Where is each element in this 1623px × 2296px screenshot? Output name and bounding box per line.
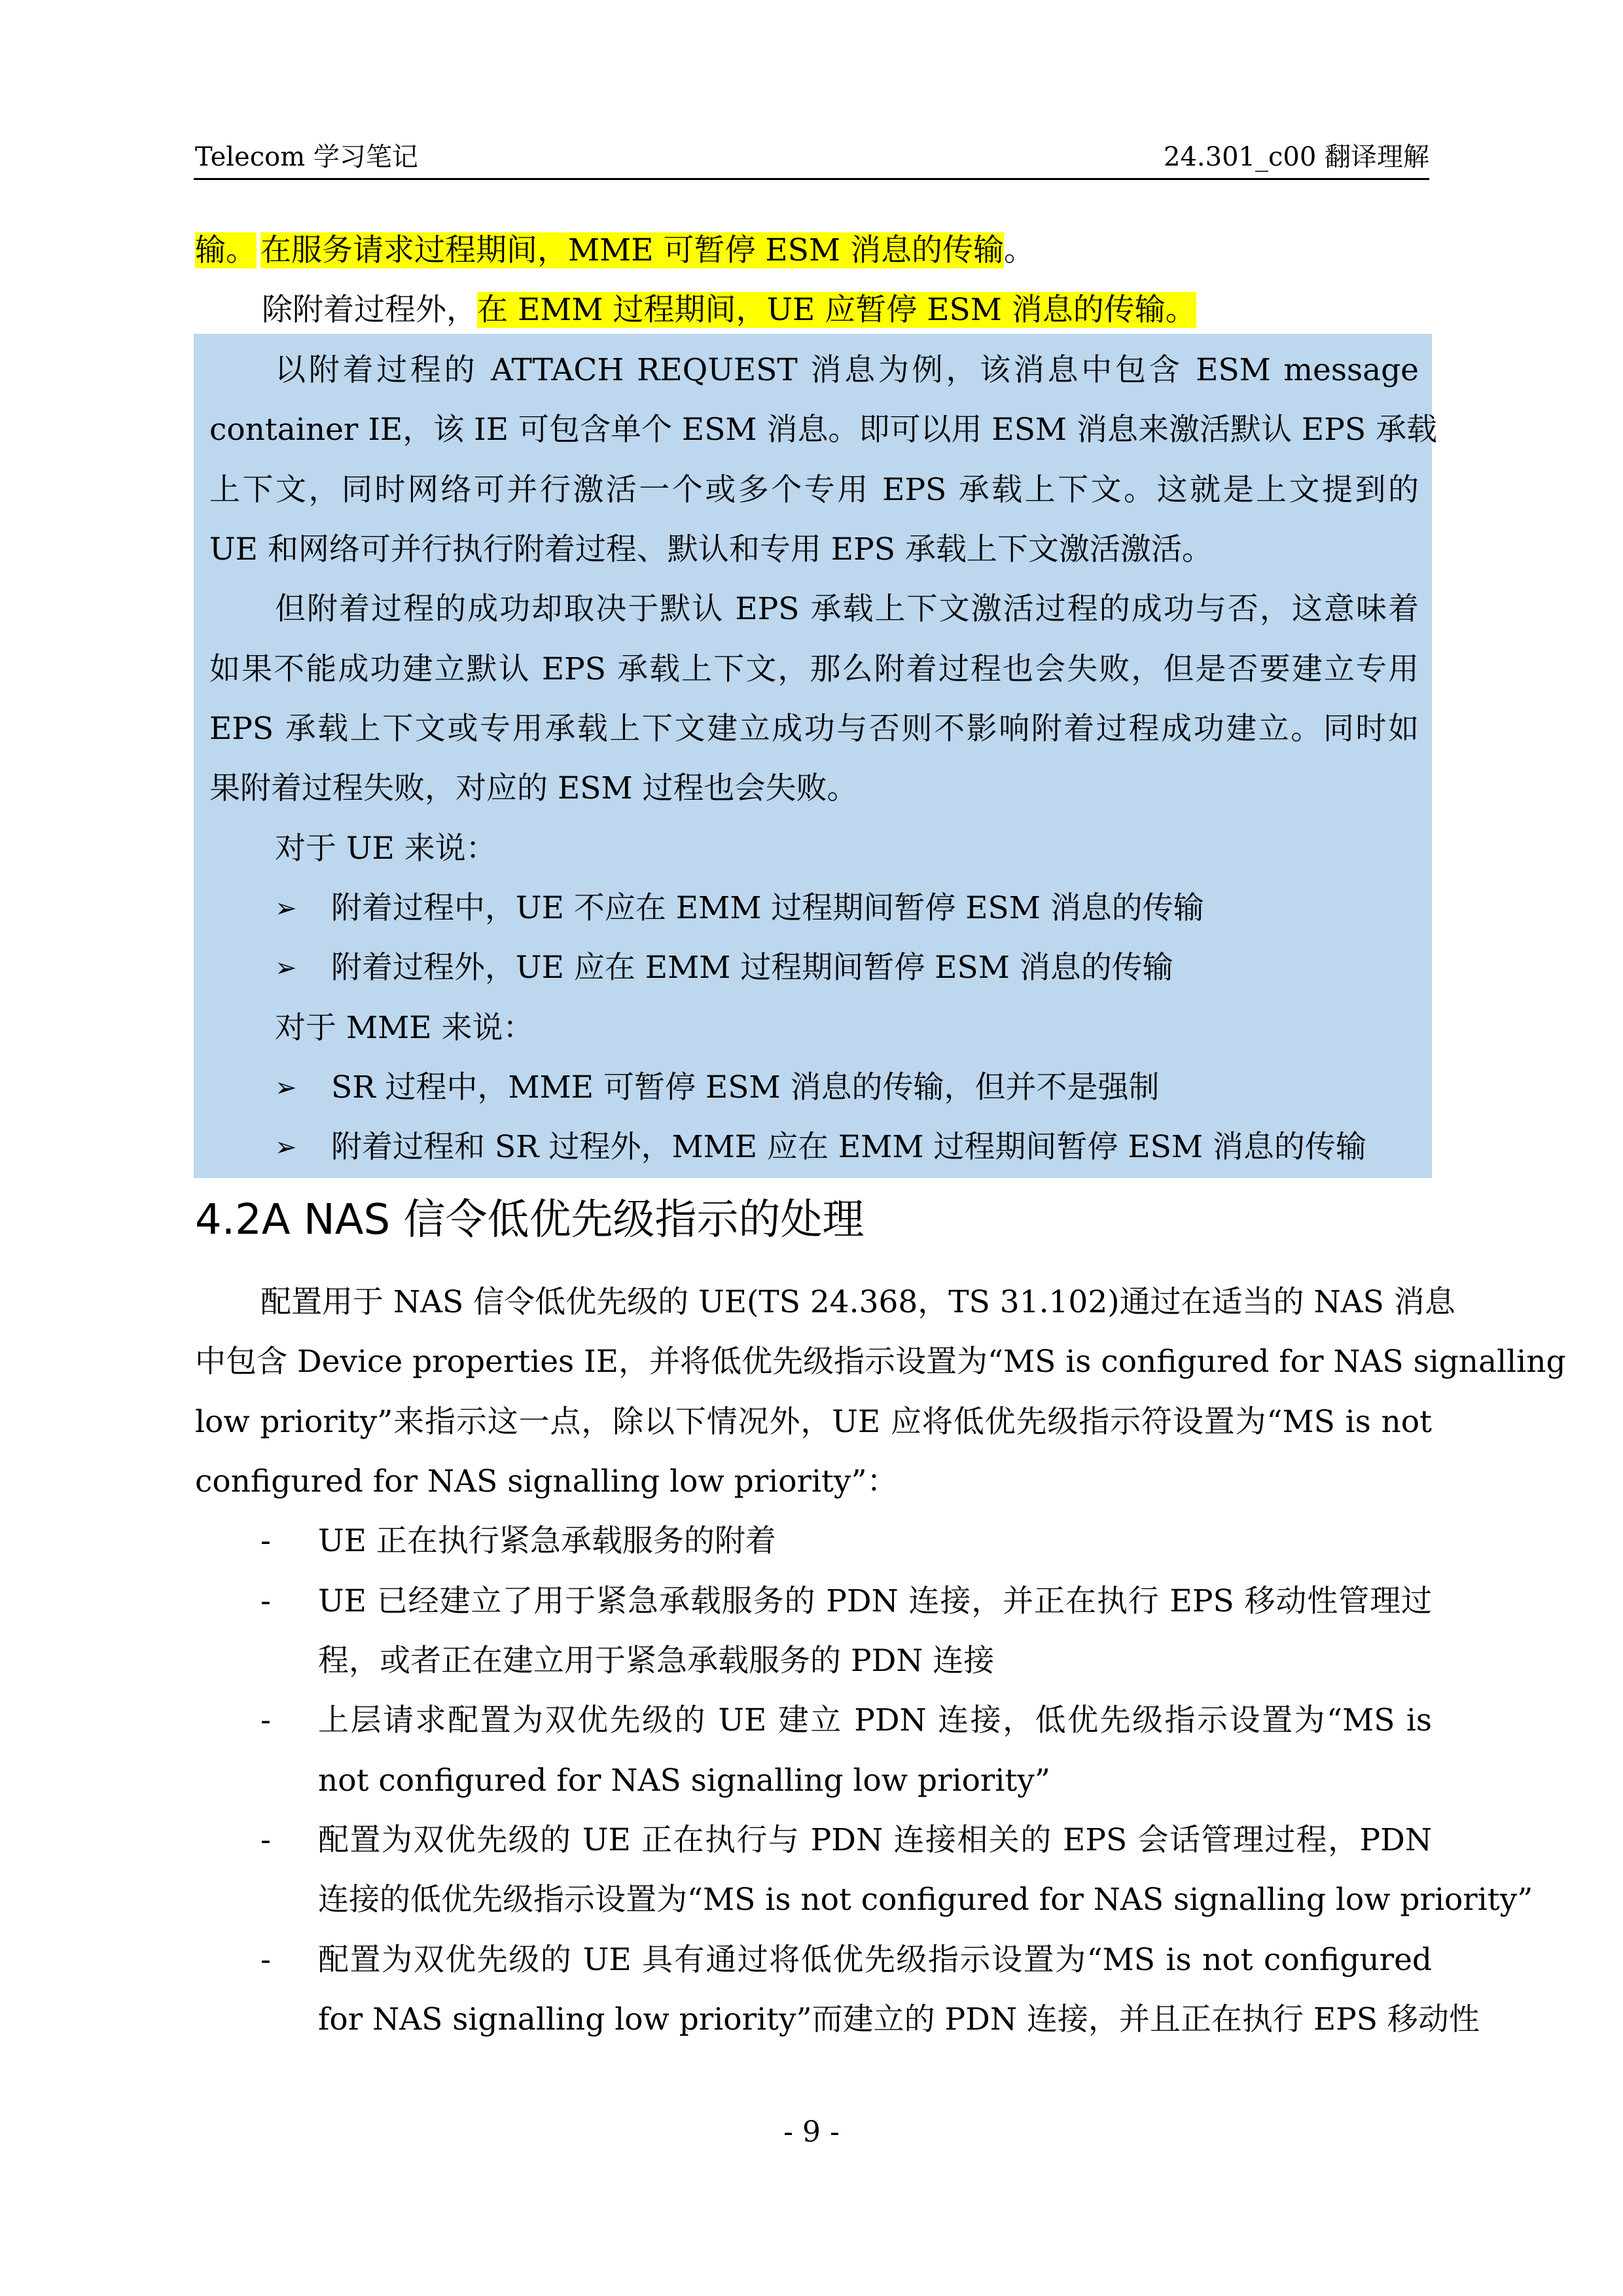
ue-title: 对于 UE 来说： [275,831,497,867]
list-item-cont: 程，或者正在建立用于紧急承载服务的 PDN 连接 [318,1643,995,1679]
para-line: 中包含 Device properties IE，并将低优先级指示设置为“MS is configured for NAS signalling [195,1344,1566,1380]
text: 除附着过程外， [262,292,477,328]
page-number: - 9 - [783,2115,840,2149]
list-item-cont: not configured for NAS signalling low priority” [318,1763,1050,1799]
bullet-arrow-icon: ➢ [275,1073,297,1103]
list-item: 上层请求配置为双优先级的 UE 建立 PDN 连接，低优先级指示设置为“MS is [318,1702,1432,1738]
highlight: 在 EMM 过程期间，UE 应暂停 ESM 消息的传输。 [477,292,1196,328]
mme-bullet: SR 过程中，MME 可暂停 ESM 消息的传输，但并不是强制 [331,1069,1160,1105]
note-line: container IE，该 IE 可包含单个 ESM 消息。即可以用 ESM 消息来激活默认 EPS 承载 [209,412,1437,448]
list-item: 配置为双优先级的 UE 具有通过将低优先级指示设置为“MS is not configured [318,1942,1432,1978]
top-line-1 [195,229,1035,272]
dash-marker: - [260,1702,271,1738]
dash-marker: - [260,1942,271,1978]
mme-title: 对于 MME 来说： [275,1010,534,1046]
bullet-arrow-icon: ➢ [275,953,297,983]
dash-marker: - [260,1822,271,1858]
bullet-arrow-icon: ➢ [275,1132,297,1162]
section-heading: 4.2A NAS 信令低优先级指示的处理 [195,1196,865,1244]
ue-bullet: 附着过程中，UE 不应在 EMM 过程期间暂停 ESM 消息的传输 [331,890,1204,926]
note-line: 以附着过程的 ATTACH REQUEST 消息为例，该消息中包含 ESM message [275,352,1419,388]
para-line: 配置用于 NAS 信令低优先级的 UE(TS 24.368，TS 31.102)通过在适当的 NAS 消息 [260,1284,1455,1320]
note-line: 如果不能成功建立默认 EPS 承载上下文，那么附着过程也会失败，但是否要建立专用 [209,651,1419,687]
dash-marker: - [260,1523,271,1559]
para-line: configured for NAS signalling low priority”： [195,1463,898,1499]
header-doc-id: 24.301_c00 翻译理解 [1164,142,1429,172]
list-item-cont: for NAS signalling low priority”而建立的 PDN 连接，并且正在执行 EPS 移动性 [318,2001,1480,2037]
top-line-2 [262,289,1196,332]
para-line: low priority”来指示这一点，除以下情况外，UE 应将低优先级指示符设置为“MS is not [195,1404,1432,1440]
ue-bullet: 附着过程外，UE 应在 EMM 过程期间暂停 ESM 消息的传输 [331,950,1173,986]
list-item: 配置为双优先级的 UE 正在执行与 PDN 连接相关的 EPS 会话管理过程，PDN [318,1822,1432,1858]
highlight: 输。 [195,232,257,268]
note-line: EPS 承载上下文或专用承载上下文建立成功与否则不影响附着过程成功建立。同时如 [209,711,1419,747]
header-rule [194,178,1429,180]
note-line: 果附着过程失败，对应的 ESM 过程也会失败。 [209,770,858,806]
note-line: 上下文，同时网络可并行激活一个或多个专用 EPS 承载上下文。这就是上文提到的 [209,472,1419,508]
note-box [194,334,1437,1178]
list-item: UE 正在执行紧急承载服务的附着 [318,1523,776,1559]
bullet-arrow-icon: ➢ [275,893,297,924]
text: 。 [1004,232,1035,268]
list-item-cont: 连接的低优先级指示设置为“MS is not configured for NAS signalling low priority” [318,1882,1533,1918]
header-title: Telecom 学习笔记 [195,142,418,172]
list-item: UE 已经建立了用于紧急承载服务的 PDN 连接，并正在执行 EPS 移动性管理过 [318,1583,1432,1619]
dash-marker: - [260,1583,271,1619]
highlight: 在服务请求过程期间，MME 可暂停 ESM 消息的传输 [260,232,1005,268]
note-line: UE 和网络可并行执行附着过程、默认和专用 EPS 承载上下文激活激活。 [209,531,1213,567]
mme-bullet: 附着过程和 SR 过程外，MME 应在 EMM 过程期间暂停 ESM 消息的传输 [331,1129,1366,1165]
note-line: 但附着过程的成功却取决于默认 EPS 承载上下文激活过程的成功与否，这意味着 [275,591,1419,627]
